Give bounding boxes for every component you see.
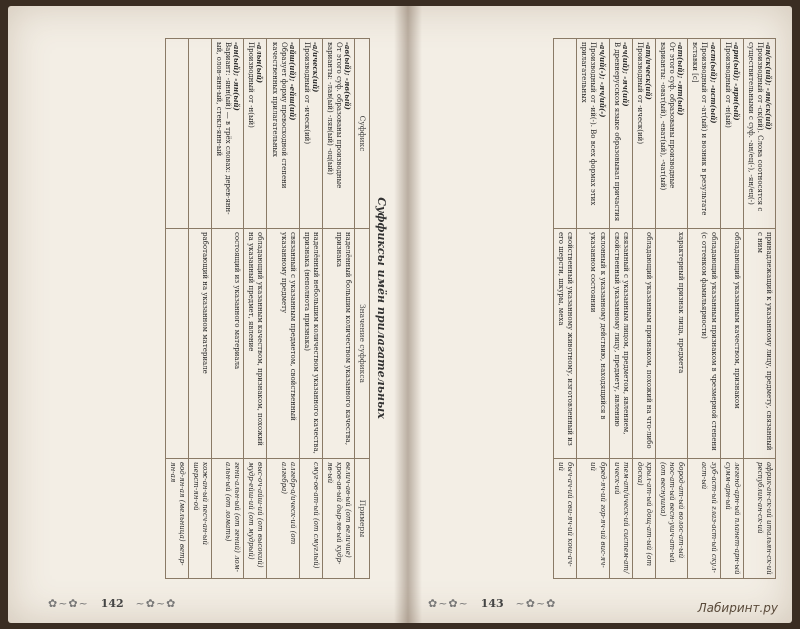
meaning-cell: принадлежащий к указанному лицу, предмету, связанный с ним <box>743 229 775 459</box>
examples-cell <box>632 459 655 579</box>
examples-text: смуг-ов-ат-ый (от смуглый) <box>311 462 320 569</box>
ornament-icon: ✿~✿~ <box>428 597 469 610</box>
ornament-icon: ~✿~✿ <box>135 597 177 610</box>
table-row <box>688 39 720 579</box>
examples-text: кож-ан-ый песч-ан-ый шерст-ян-ой <box>191 462 210 545</box>
suffix-note: Вариант: -янн(ый) — в трёх словах: дерев-янн-ый, олов-янн-ый, стекл-янн-ый <box>215 42 233 215</box>
examples-text: африк-ан-ск-ий итальян-ск-ий республик-ан-ск-ий <box>755 462 773 575</box>
suffix-cell <box>212 39 244 229</box>
examples-cell <box>299 459 322 579</box>
table-row <box>267 39 299 579</box>
suffix-text: -альн(ый) <box>255 42 265 84</box>
examples-text: тем-ат/ическ-ий систем-ат/ическ-ий <box>612 462 630 574</box>
table-row <box>188 39 211 579</box>
table-row <box>554 39 577 579</box>
examples-cell <box>655 459 687 579</box>
suffix-cell <box>554 39 577 229</box>
examples-text: гени-альн-ый (от гений) лом-альн-ый (от ломать) <box>224 462 242 572</box>
left-page <box>30 38 390 578</box>
suffix-text: -ан(ый); -ян(ый) <box>232 42 242 111</box>
suffix-text: -а/ическ(ий) <box>310 42 320 93</box>
table-row <box>322 39 354 579</box>
suffix-text: -ат/ическ(ий) <box>643 42 653 100</box>
examples-text: бред-яч-ий гор-яч-ий вис-яч-ий <box>589 462 607 568</box>
suffix-cell <box>188 39 211 229</box>
table-row <box>609 39 632 579</box>
page-title: Суффиксы имён прилагательных <box>375 197 388 419</box>
examples-cell <box>212 459 244 579</box>
examples-text: быч-ач-ий сви-яч-ий кош-ач-ий <box>557 462 575 567</box>
meaning-cell: состоящий из указанного материала <box>212 229 244 459</box>
suffix-text: -ат(ый); -ят(ый) <box>676 42 686 116</box>
suffix-text: -ан/ск(ий); -ян/ск(ий) <box>764 42 773 130</box>
suffix-note: От этого суф. образованы производные варианты: -оват(ый), -еват(ый), -чат(ый) <box>659 42 677 191</box>
watermark-logo: Лабиринт.ру <box>697 601 778 615</box>
suffix-cell <box>165 39 188 229</box>
examples-text: бород-ат-ый волос-ат-ый нос-ат-ый весн-ушч-ат-ый (от веснушка) <box>659 462 686 563</box>
suffix-text: -аст(ый); -ист(ый) <box>708 42 718 124</box>
meaning-cell: работающий на указанном материале <box>188 229 211 459</box>
suffix-table-left <box>165 38 370 579</box>
right-page <box>416 38 776 578</box>
page-number-left: 142 <box>100 597 124 610</box>
suffix-note: Производный от -ий(-). Во всех формах этих прилагательных <box>580 42 598 206</box>
suffix-text: -ач/ий(-); -яч/ий(-) <box>597 42 607 118</box>
table-row <box>632 39 655 579</box>
table-row <box>720 39 743 579</box>
meaning-cell: обладающий указанным признаком, похожий на что-либо <box>632 229 655 459</box>
suffix-note: В древнерусском языке образовывал причастия <box>612 42 621 222</box>
suffix-cell <box>299 39 322 229</box>
suffix-cell <box>322 39 354 229</box>
suffix-cell <box>632 39 655 229</box>
suffix-cell <box>743 39 775 229</box>
meaning-cell: наделённый большим количеством указанного качества, признака <box>322 229 354 459</box>
meaning-cell: связанный с указанным лицом, предметом, явлением, свойственный указанному лицу, предмету, явлению <box>609 229 632 459</box>
examples-text: алгебр-а/ическ-ий (от алгебра) <box>279 462 297 545</box>
meaning-cell: свойственный указанному животному, изготовленный из его шерсти, шкуры, меха <box>554 229 577 459</box>
suffix-cell <box>577 39 609 229</box>
suffix-note: Производный от -н(ый) <box>723 42 732 128</box>
examples-text: вод-ян-ая (мельница) ветр-ян-ая <box>168 462 186 566</box>
ornament-icon: ~✿~✿ <box>515 597 557 610</box>
examples-cell <box>244 459 267 579</box>
meaning-cell: обладающий указанным качеством, признаком, похожий на указанный предмет, явление <box>244 229 267 459</box>
table-row <box>299 39 322 579</box>
book-spread <box>8 6 792 623</box>
examples-cell <box>577 459 609 579</box>
suffix-cell <box>244 39 267 229</box>
examples-cell <box>743 459 775 579</box>
examples-cell <box>322 459 354 579</box>
table-header-row <box>355 39 370 579</box>
suffix-text: -арн(ый); -ярн(ый) <box>731 42 741 121</box>
suffix-note: От этого суф. образованы производные варианты: -лав(ый) -ляв(ый) -оц(ый) <box>326 42 344 189</box>
examples-cell <box>554 459 577 579</box>
suffix-text: -ав(ый); -яв(ый) <box>343 42 353 110</box>
examples-cell <box>267 459 299 579</box>
meaning-cell: обладающий указанным признаком в чрезмерной степени (с оттенком фамильярности) <box>688 229 720 459</box>
table-row <box>655 39 687 579</box>
suffix-note: Производный от -ат(ый) и возник в результате вставки [с] <box>691 42 709 216</box>
suffix-cell <box>688 39 720 229</box>
page-number-right: 143 <box>480 597 504 610</box>
suffix-cell <box>267 39 299 229</box>
meaning-cell: обладающий указанным качеством, признаком <box>720 229 743 459</box>
suffix-text: -айш(ий); -ейш(ий) <box>287 42 297 121</box>
ornament-icon: ✿~✿~ <box>48 597 89 610</box>
suffix-note: Производный от -ическ(ий) <box>302 42 311 145</box>
suffix-note: Производный от -ск(ий). Слова соотносятся с существительными с суф. -ан/ец(-), -ян/ец(-) <box>746 42 764 212</box>
table-body-right <box>554 39 776 579</box>
table-body-left <box>165 39 355 579</box>
footer-left <box>48 597 378 615</box>
table-row <box>743 39 775 579</box>
meaning-cell: наделённый небольшим количеством указанного качества, признака (неполнота признака) <box>299 229 322 459</box>
examples-cell <box>165 459 188 579</box>
suffix-cell <box>609 39 632 229</box>
suffix-text: -ач(ий); -яч(ий) <box>620 42 630 107</box>
meaning-cell <box>165 229 188 459</box>
examples-cell <box>609 459 632 579</box>
suffix-note: Производный от -ическ(ий) <box>635 42 644 145</box>
table-row <box>244 39 267 579</box>
suffix-note: Образует форму превосходной степени качественных прилагательных <box>270 42 288 189</box>
suffix-table-right <box>553 38 776 579</box>
meaning-cell: склонный к указанному действию, находящийся в указанном состоянии <box>577 229 609 459</box>
suffix-cell <box>720 39 743 229</box>
meaning-cell: связанный с указанным предметом, свойственный указанному предмету <box>267 229 299 459</box>
table-row <box>212 39 244 579</box>
header-suffix: Суффикс <box>355 39 370 229</box>
examples-text: выс-оч-айш-ий (от высокий) мудр-ейш-ий (от мудрый) <box>247 462 265 568</box>
examples-text: легенд-арн-ый планет-арн-ый сумм-арн-ый <box>723 462 741 575</box>
header-examples: Примеры <box>355 459 370 579</box>
suffix-note: Производный от -н(ый) <box>247 42 256 128</box>
table-row <box>577 39 609 579</box>
examples-cell <box>720 459 743 579</box>
examples-text: крыл-ат-ый дощ-ат-ый (от доска) <box>635 462 653 567</box>
table-row <box>165 39 188 579</box>
examples-text: велич-ав-ый (от величие) кров-ав-ый дыр-яв-ый кудр-яв-ый <box>326 462 353 565</box>
examples-cell <box>188 459 211 579</box>
examples-cell <box>688 459 720 579</box>
header-meaning: Значение суффикса <box>355 229 370 459</box>
suffix-cell <box>655 39 687 229</box>
examples-text: зуб-аст-ый глаз-аст-ый скул-аст-ый <box>700 462 718 573</box>
meaning-cell: характерный признак лица, предмета <box>655 229 687 459</box>
